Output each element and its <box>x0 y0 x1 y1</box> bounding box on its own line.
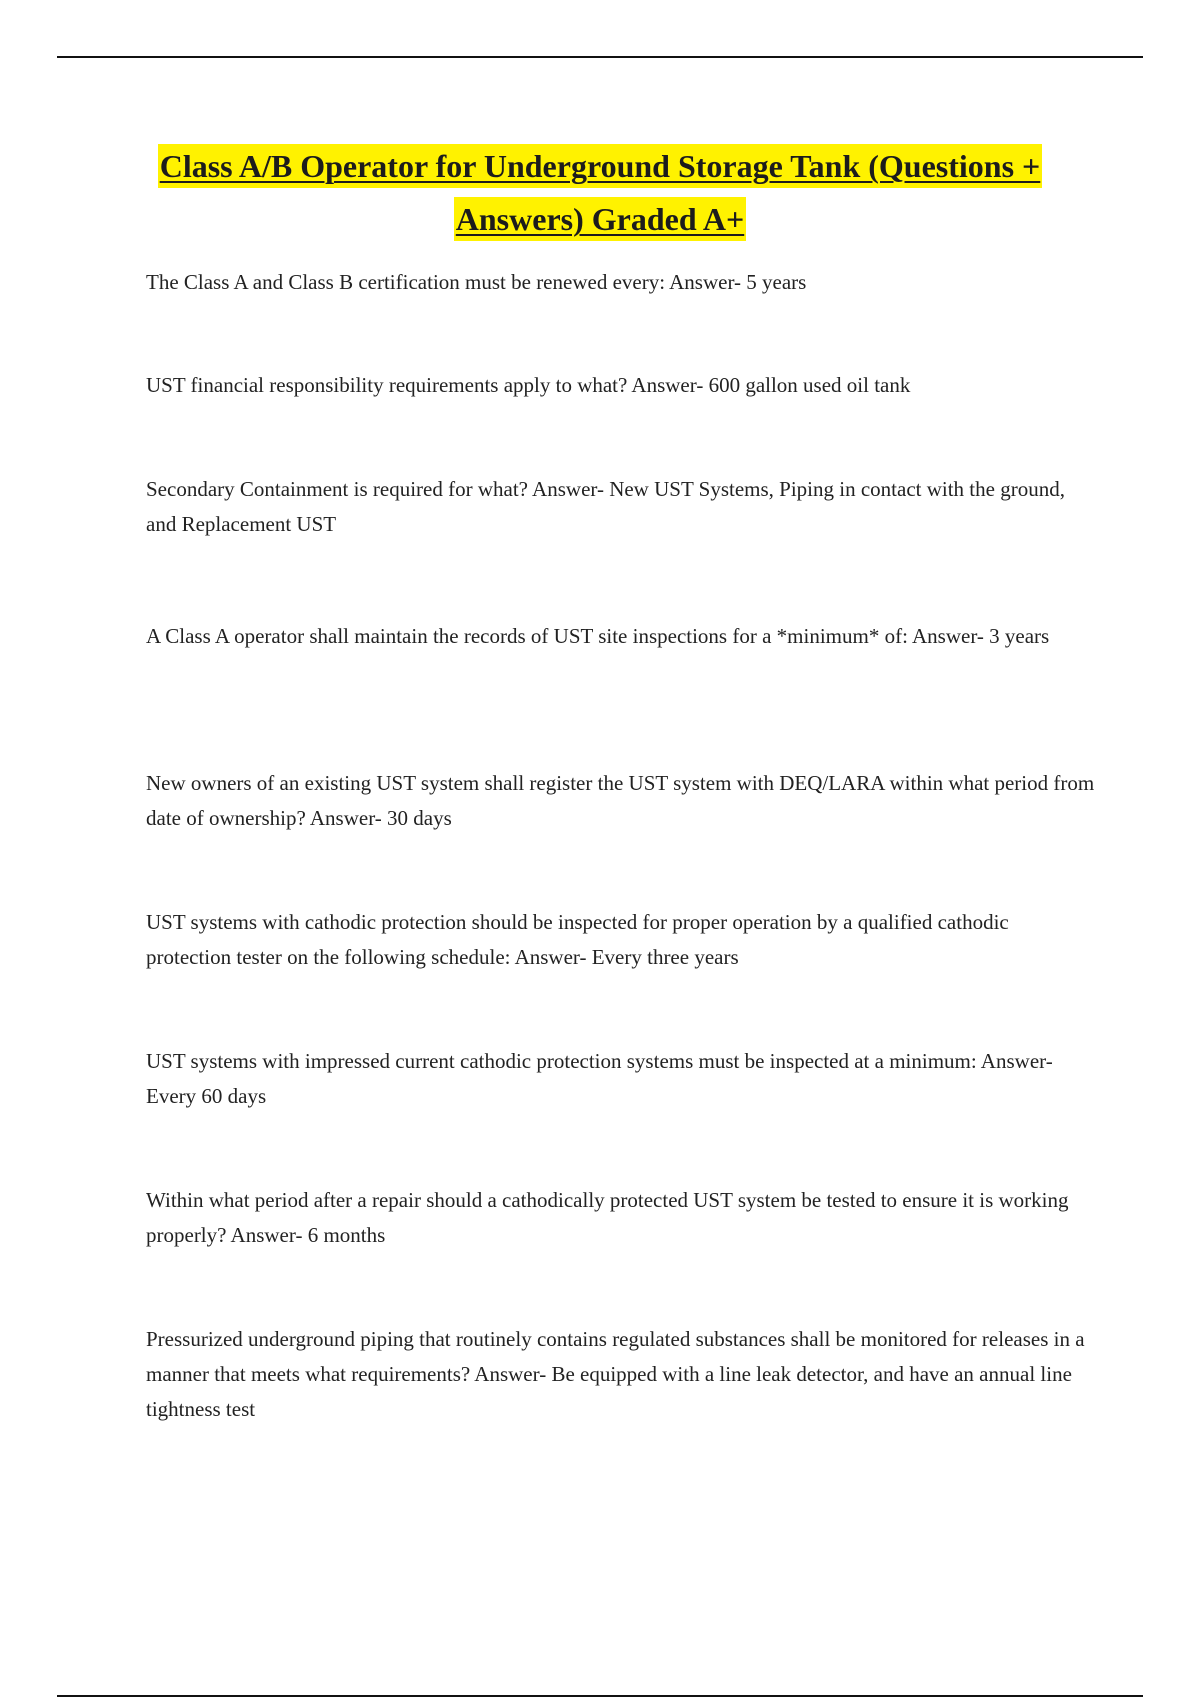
qa-item-5: New owners of an existing UST system shall register the UST system with DEQ/LARA within what period from date of ownership? Answer- 30 days <box>146 771 1095 830</box>
title-block <box>150 140 1050 246</box>
top-rule <box>57 56 1143 58</box>
qa-item-9: Pressurized underground piping that routinely contains regulated substances shall be monitored for releases in a manner that meets what requirements? Answer- Be equipped with a line leak detector, and have an annual line tightness test <box>146 1327 1085 1421</box>
bottom-rule <box>57 1695 1143 1697</box>
qa-item-7: UST systems with impressed current cathodic protection systems must be inspected at a minimum: Answer- Every 60 days <box>146 1049 1053 1108</box>
qa-item-4: A Class A operator shall maintain the records of UST site inspections for a *minimum* of: Answer- 3 years <box>146 624 1050 648</box>
qa-item-2: UST financial responsibility requirements apply to what? Answer- 600 gallon used oil tank <box>146 373 911 397</box>
qa-item-3: Secondary Containment is required for what? Answer- New UST Systems, Piping in contact with the ground, and Replacement UST <box>146 477 1065 536</box>
qa-item-6: UST systems with cathodic protection should be inspected for proper operation by a qualified cathodic protection tester on the following schedule: Answer- Every three years <box>146 910 1009 969</box>
document-title: Class A/B Operator for Underground Storage Tank (Questions + Answers) Graded A+ <box>158 144 1043 241</box>
qa-item-8: Within what period after a repair should a cathodically protected UST system be tested to ensure it is working properly? Answer- 6 months <box>146 1188 1069 1247</box>
qa-item-1: The Class A and Class B certification must be renewed every: Answer- 5 years <box>146 270 807 294</box>
